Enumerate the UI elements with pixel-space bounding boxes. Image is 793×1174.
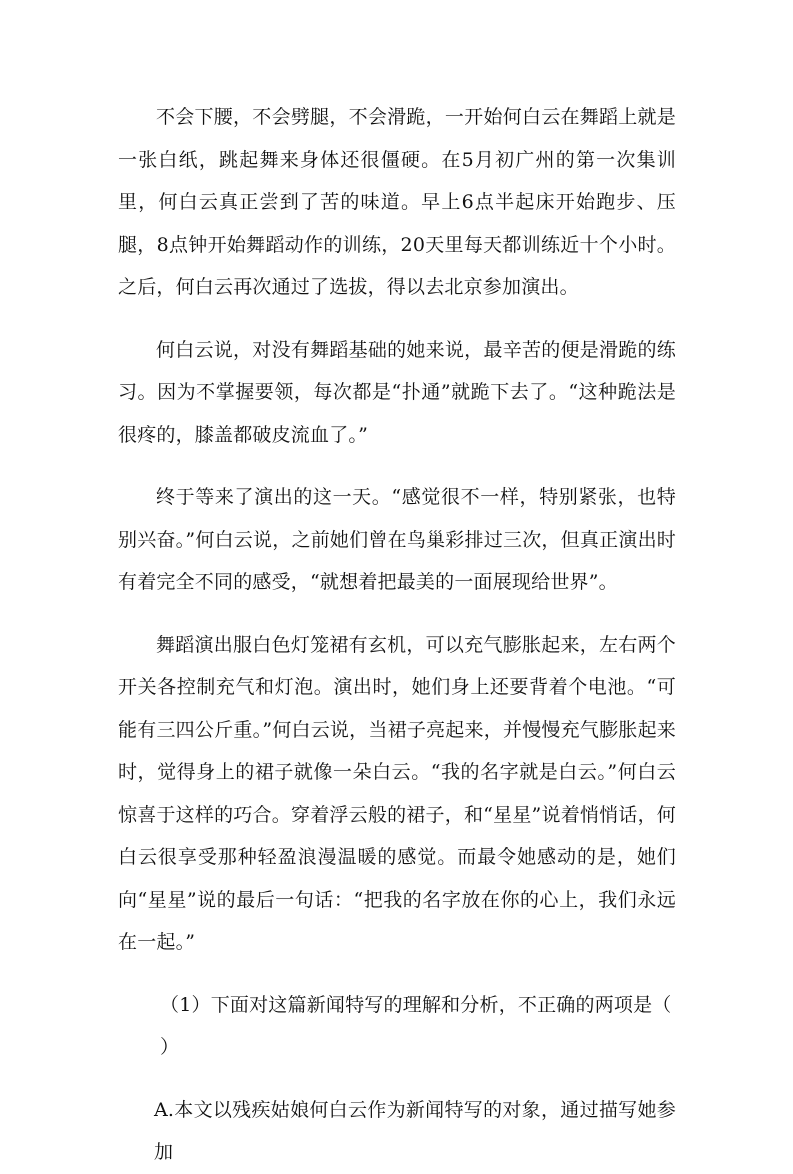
question-1: （1）下面对这篇新闻特写的理解和分析，不正确的两项是（ ）: [160, 993, 672, 1058]
document-body: [118, 96, 676, 1174]
paragraph-kneeling-practice: 何白云说，对没有舞蹈基础的她来说，最辛苦的便是滑跪的练习。因为不掌握要领，每次都是“扑通”就跪下去了。“这种跪法是很疼的，膝盖都破皮流血了。”: [118, 338, 676, 446]
paragraph-performance-day: 终于等来了演出的这一天。“感觉很不一样，特别紧张，也特别兴奋。”何白云说，之前她们曾在鸟巢彩排过三次，但真正演出时有着完全不同的感受，“就想着把最美的一面展现给世界”。: [118, 486, 676, 593]
option-a: A.本文以残疾姑娘何白云作为新闻特写的对象，通过描写她参加: [154, 1098, 676, 1163]
paragraph-training: 不会下腰，不会劈腿，不会滑跪，一开始何白云在舞蹈上就是一张白纸，跳起舞来身体还很僵硬。在5月初广州的第一次集训里，何白云真正尝到了苦的味道。早上6点半起床开始跑步、压腿，8点钟开始舞蹈动作的训练，20天里每天都训练近十个小时。之后，何白云再次通过了选拔，得以去北京参加演出。: [118, 106, 676, 298]
paragraph-costume: 舞蹈演出服白色灯笼裙有玄机，可以充气膨胀起来，左右两个开关各控制充气和灯泡。演出时，她们身上还要背着个电池。“可能有三四公斤重。”何白云说，当裙子亮起来，并慢慢充气膨胀起来时，觉得身上的裙子就像一朵白云。“我的名字就是白云。”何白云惊喜于这样的巧合。穿着浮云般的裙子，和“星星”说着悄悄话，何白云很享受那种轻盈浪漫温暖的感觉。而最令她感动的是，她们向“星星”说的最后一句话：“把我的名字放在你的心上，我们永远在一起。”: [118, 633, 676, 953]
